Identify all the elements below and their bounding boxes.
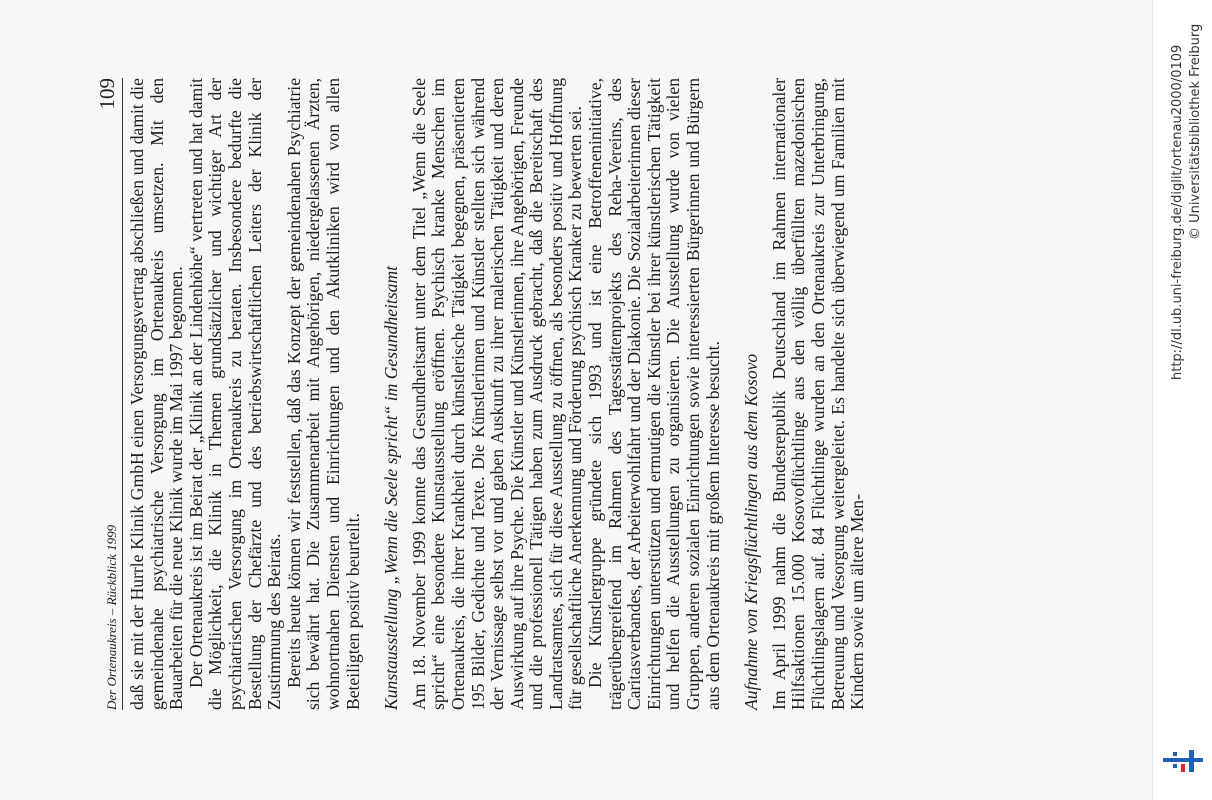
section-heading: Kunstausstellung „Wenn die Seele spricht“ im Gesundheitsamt bbox=[381, 265, 402, 710]
section-heading: Aufnahme von Kriegsflüchtlingen aus dem Kosovo bbox=[741, 353, 762, 710]
page-number: 109 bbox=[95, 78, 119, 110]
paragraph: daß sie mit der Hurrle Klinik GmbH einen Versorgungsvertrag abschließen und damit die gemeindenahe psychiatrische Versorgung im Ortenaukreis umsetzen. Mit den Bauarbeiten für die neue Klinik wurde im Mai 1997 begonnen. bbox=[127, 78, 187, 710]
paragraph: Im April 1999 nahm die Bundesrepublik Deutschland im Rahmen internationaler Hilfsaktionen 15.000 Kosovoflüchtlinge aus den völlig überfüllten mazedonischen Flüchtlingslagern auf. 84 Flüchtlinge wurden an den Ortenaukreis zur Unterbringung, Betreuung und Vesorgung weitergeleitet. Es handelte sich überwiegend um Familien mit Kindern sowie um ältere Men- bbox=[768, 78, 868, 710]
paragraph: Am 18. November 1999 konnte das Gesundheitsamt unter dem Titel „Wenn die Seele spricht“ eine besondere Kunstausstellung eröffnen. Psychisch kranke Menschen im Ortenaukreis, die ihrer Krankheit durch künstlerische Tätigkeit begegnen, präsentierten 195 Bilder, Gedichte und Texte. Die Künstlerinnen und Künstler stellten sich während der Vernissage selbst vor und gaben Auskunft zu ihrer malerischen Tätigkeit und deren Auswirkung auf ihre Psyche. Die Künstler und Künstlerinnen, ihre Angehörigen, Freunde und die professionell Tätigen haben zum Ausdruck gebracht, daß die Bereitschaft des Landratsamtes, sich für diese Ausstellung zu öffnen, als besonders positiv und Hoffnung für gesellschaftliche Anerkennung und Förderung psychisch Kranker zu bewerten sei. bbox=[408, 78, 586, 710]
ub-freiburg-logo-icon bbox=[1163, 748, 1203, 774]
copyright-notice: © Universitätsbibliothek Freiburg bbox=[1188, 23, 1203, 240]
paragraph: Bereits heute können wir feststellen, daß das Konzept der gemeindenahen Psychiatrie sich bewährt hat. Die Zusammenarbeit mit Angehörigen, niedergelassenen Ärzten, wohnortnahen Diensten und Einrichtungen und den Akutkliniken wird von allen Beteiligten positiv beurteilt. bbox=[283, 78, 363, 710]
running-head: Der Ortenaukreis – Rückblick 1999 bbox=[104, 524, 119, 710]
source-url[interactable]: http://dl.ub.uni-freiburg.de/diglit/ortenau2000/0109 bbox=[1170, 44, 1185, 380]
paragraph: Die Künstlergruppe gründete sich 1993 und ist eine Betroffeneninitiative, trägerübergreifend im Rahmen des Tagesstättenprojekts des Reha-Vereins, des Caritasverbandes, der Arbeiterwohlfahrt und der Diakonie. Die Sozialarbeiterinnen dieser Einrichtungen unterstützen und ermutigen die Künstler bei ihrer künstlerischen Tätigkeit und helfen die Ausstellungen zu organisieren. Die Ausstellung wurde von vielen Gruppen, anderen sozialen Einrichtungen sowie interessierten Bürgerinnen und Bürgern aus dem Ortenaukreis mit großem Interesse besucht. bbox=[585, 78, 723, 710]
article-body bbox=[128, 78, 868, 710]
page-header bbox=[86, 78, 123, 710]
paragraph: Der Ortenaukreis ist im Beirat der „Klinik an der Lindenhöhe“ vertreten und hat damit die Möglichkeit, die Klinik in Themen grundsätzlicher und wichtiger Art der psychiatrischen Versorgung im Ortenaukreis zu beraten. Insbesondere bedurfte die Bestellung der Chefärzte und des betriebswirtschaftlichen Leiters der Klinik der Zustimmung des Beirats. bbox=[185, 78, 285, 710]
